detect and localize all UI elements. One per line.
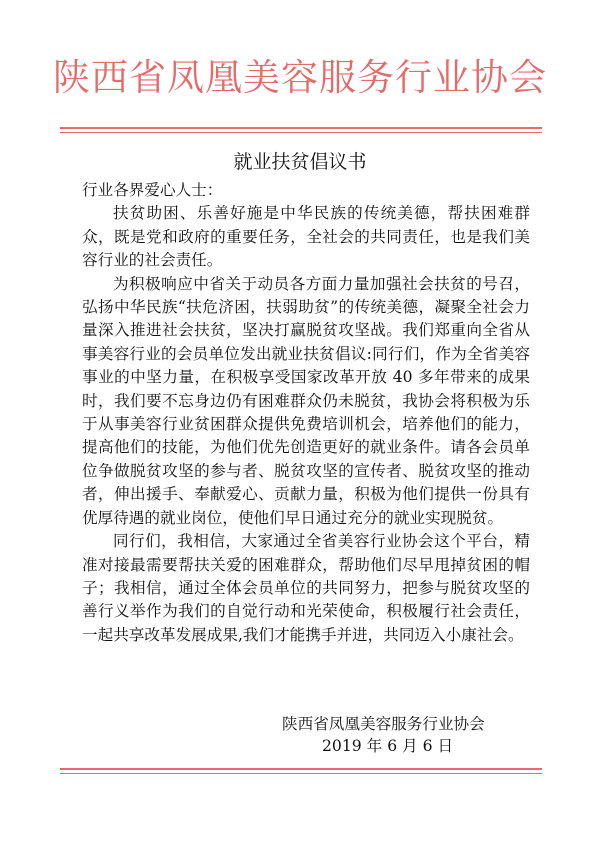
paragraph-1: 扶贫助困、乐善好施是中华民族的传统美德，帮扶困难群众，既是党和政府的重要任务，全社会的共同责任，也是我们美容行业的社会责任。 — [82, 204, 530, 270]
letterhead-rule-top-thin — [60, 132, 542, 133]
paragraph-2: 为积极响应中省关于动员各方面力量加强社会扶贫的号召，弘扬中华民族“扶危济困，扶弱助贫”的传统美德，凝聚全社会力量深入推进社会扶贫，坚决打赢脱贫攻坚战。我们郑重向全省从事美容行业的会员单位发出就业扶贫倡议:同行们，作为全省美容事业的中坚力量，在积极享受国家改革开放 40 多年带来的成果时，我们要不忘身边仍有困难群众仍未脱贫，我协会将积极为乐于从事美容行业贫困群众提供免费培训机会，培养他们的能力，提高他们的技能，为他们优先创造更好的就业条件。请各会员单位争做脱贫攻坚的参与者、脱贫攻坚的宣传者、脱贫攻坚的推动者，伸出援手、奉献爱心、贡献力量，积极为他们提供一份具有优厚待遇的就业岗位，使他们早日通过充分的就业实现脱贫。 — [82, 274, 530, 527]
footer-rule-thick — [60, 768, 542, 770]
signature-date: 2019 年 6 月 6 日 — [322, 737, 454, 755]
document-title: 就业扶贫倡议书 — [233, 151, 367, 173]
letterhead-rule-top-thick — [60, 127, 542, 129]
salutation: 行业各界爱心人士： — [82, 181, 223, 199]
paragraph-3: 同行们，我相信，大家通过全省美容行业协会这个平台，精准对接最需要帮扶关爱的困难群众，帮助他们尽早甩掉贫困的帽子；我相信，通过全体会员单位的共同努力，把参与脱贫攻坚的善行义举作为我们的自觉行动和光荣使命，积极履行社会责任，一起共享改革发展成果,我们才能携手并进，共同迈入小康社会。 — [82, 532, 530, 644]
signature-organization: 陕西省凤凰美容服务行业协会 — [282, 715, 485, 733]
signature-block — [270, 713, 520, 757]
footer-rule-thin — [60, 773, 542, 774]
document-body — [82, 179, 530, 647]
letterhead-org-name: 陕西省凤凰美容服务行业协会 — [53, 56, 547, 99]
